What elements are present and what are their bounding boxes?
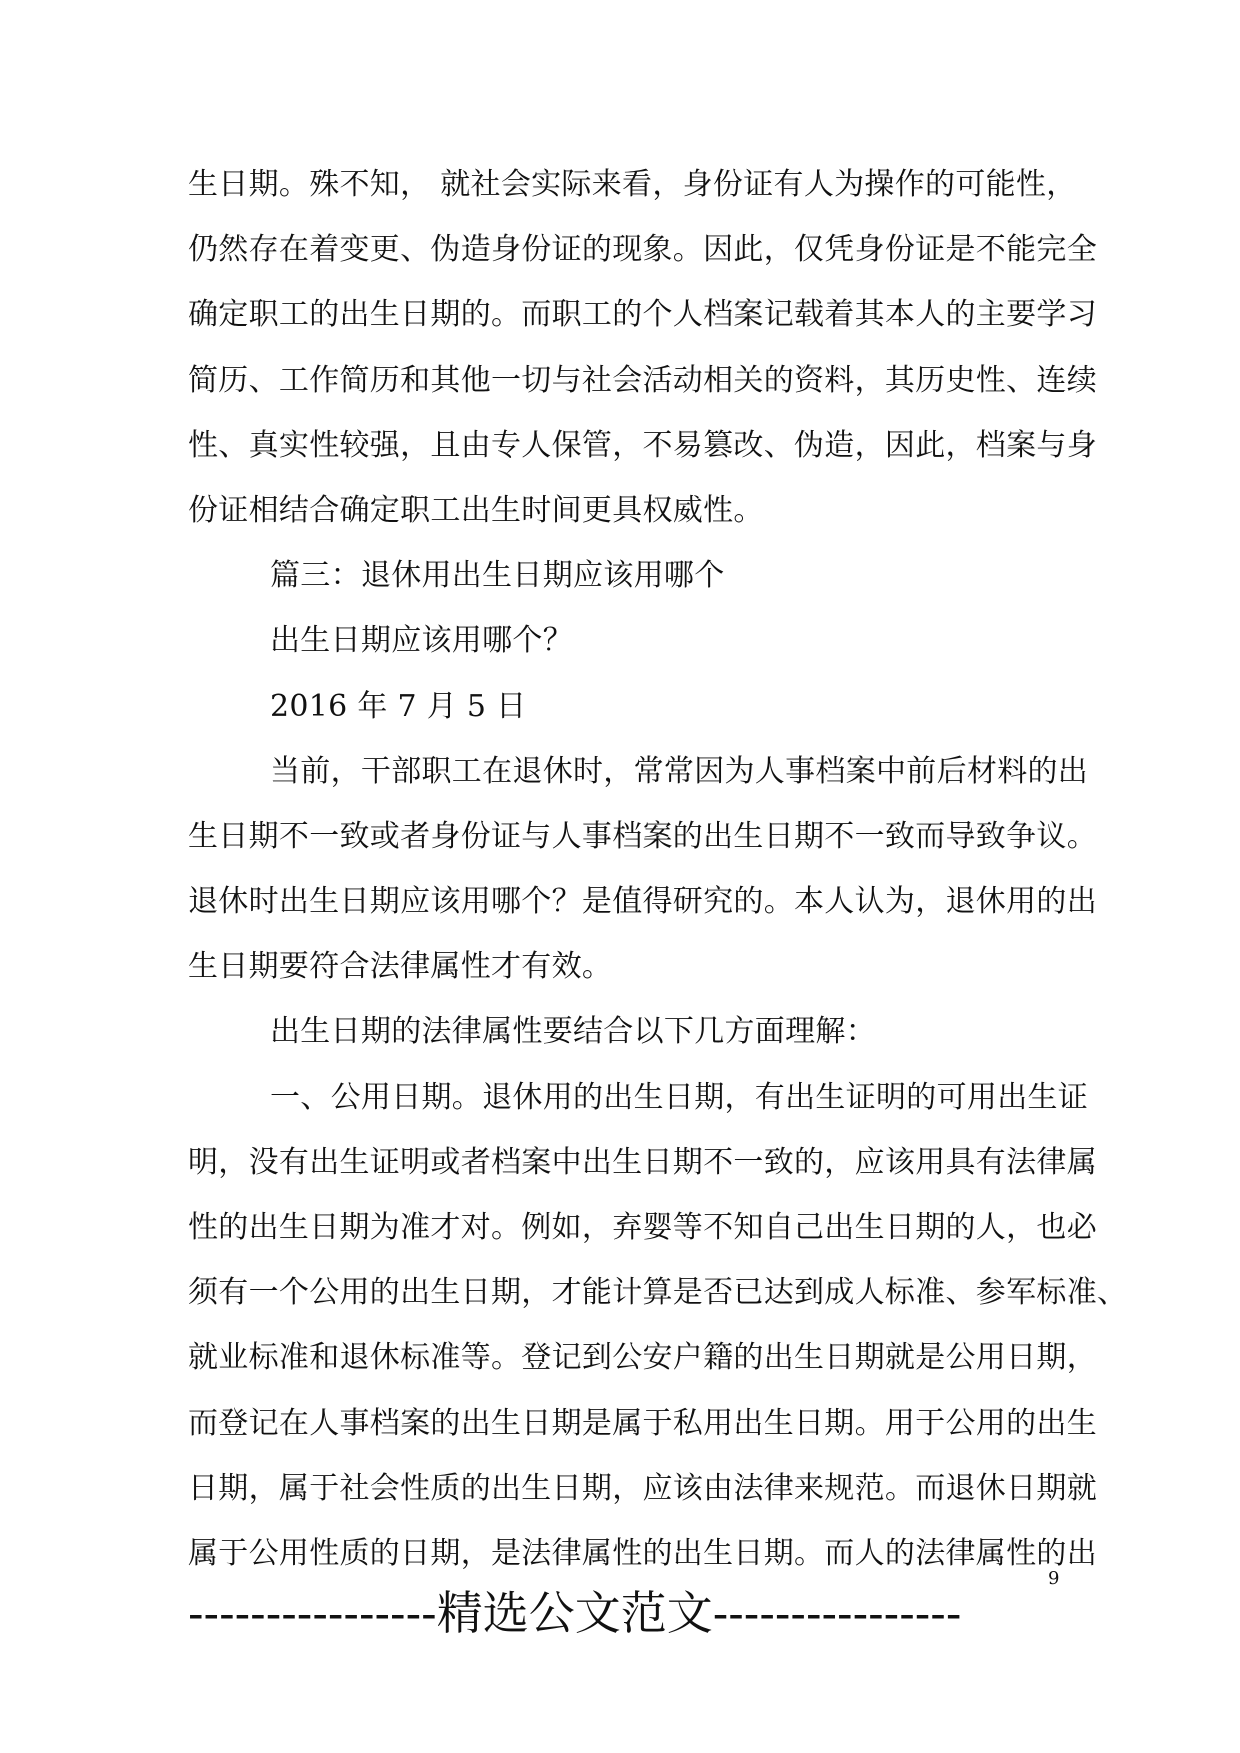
text-line: 仍然存在着变更、伪造身份证的现象。因此，仅凭身份证是不能完全 xyxy=(188,232,1097,268)
text-line: 须有一个公用的出生日期，才能计算是否已达到成人标准、参军标准、 xyxy=(188,1275,1128,1311)
text-line: 一、公用日期。退休用的出生日期，有出生证明的可用出生证 xyxy=(270,1079,1089,1115)
text-line: 篇三：退休用出生日期应该用哪个 xyxy=(270,558,725,594)
text-line: 出生日期应该用哪个？ xyxy=(270,623,573,659)
text-line: 日期，属于社会性质的出生日期，应该由法律来规范。而退休日期就 xyxy=(188,1470,1097,1506)
text-line: 份证相结合确定职工出生时间更具权威性。 xyxy=(188,492,764,528)
text-line: 出生日期的法律属性要结合以下几方面理解： xyxy=(270,1014,876,1050)
text-line: 性的出生日期为准才对。例如，弃婴等不知自己出生日期的人，也必 xyxy=(188,1210,1097,1245)
text-line: 生日期不一致或者身份证与人事档案的出生日期不一致而导致争议。 xyxy=(188,818,1097,854)
footer-banner: ----------------精选公文范文---------------- xyxy=(188,1586,962,1640)
text-line: 属于公用性质的日期，是法律属性的出生日期。而人的法律属性的出 xyxy=(188,1535,1097,1571)
text-line: 简历、工作简历和其他一切与社会活动相关的资料，其历史性、连续 xyxy=(188,362,1097,398)
text-line: 就业标准和退休标准等。登记到公安户籍的出生日期就是公用日期， xyxy=(188,1340,1097,1376)
text-line: 2016 年 7 月 5 日 xyxy=(270,688,527,724)
text-line: 生日期。殊不知， 就社会实际来看，身份证有人为操作的可能性， xyxy=(188,167,1077,202)
page-number: 9 xyxy=(1048,1568,1060,1589)
text-line: 而登记在人事档案的出生日期是属于私用出生日期。用于公用的出生 xyxy=(188,1405,1097,1441)
text-line: 生日期要符合法律属性才有效。 xyxy=(188,949,613,985)
text-line: 明，没有出生证明或者档案中出生日期不一致的，应该用具有法律属 xyxy=(188,1144,1097,1180)
text-line: 性、真实性较强，且由专人保管，不易篡改、伪造，因此，档案与身 xyxy=(188,427,1097,463)
text-line: 确定职工的出生日期的。而职工的个人档案记载着其本人的主要学习 xyxy=(188,297,1097,333)
text-line: 退休时出生日期应该用哪个？是值得研究的。本人认为，退休用的出 xyxy=(188,884,1097,920)
text-line: 当前，干部职工在退休时，常常因为人事档案中前后材料的出 xyxy=(270,753,1089,789)
body-text xyxy=(188,152,1128,1586)
